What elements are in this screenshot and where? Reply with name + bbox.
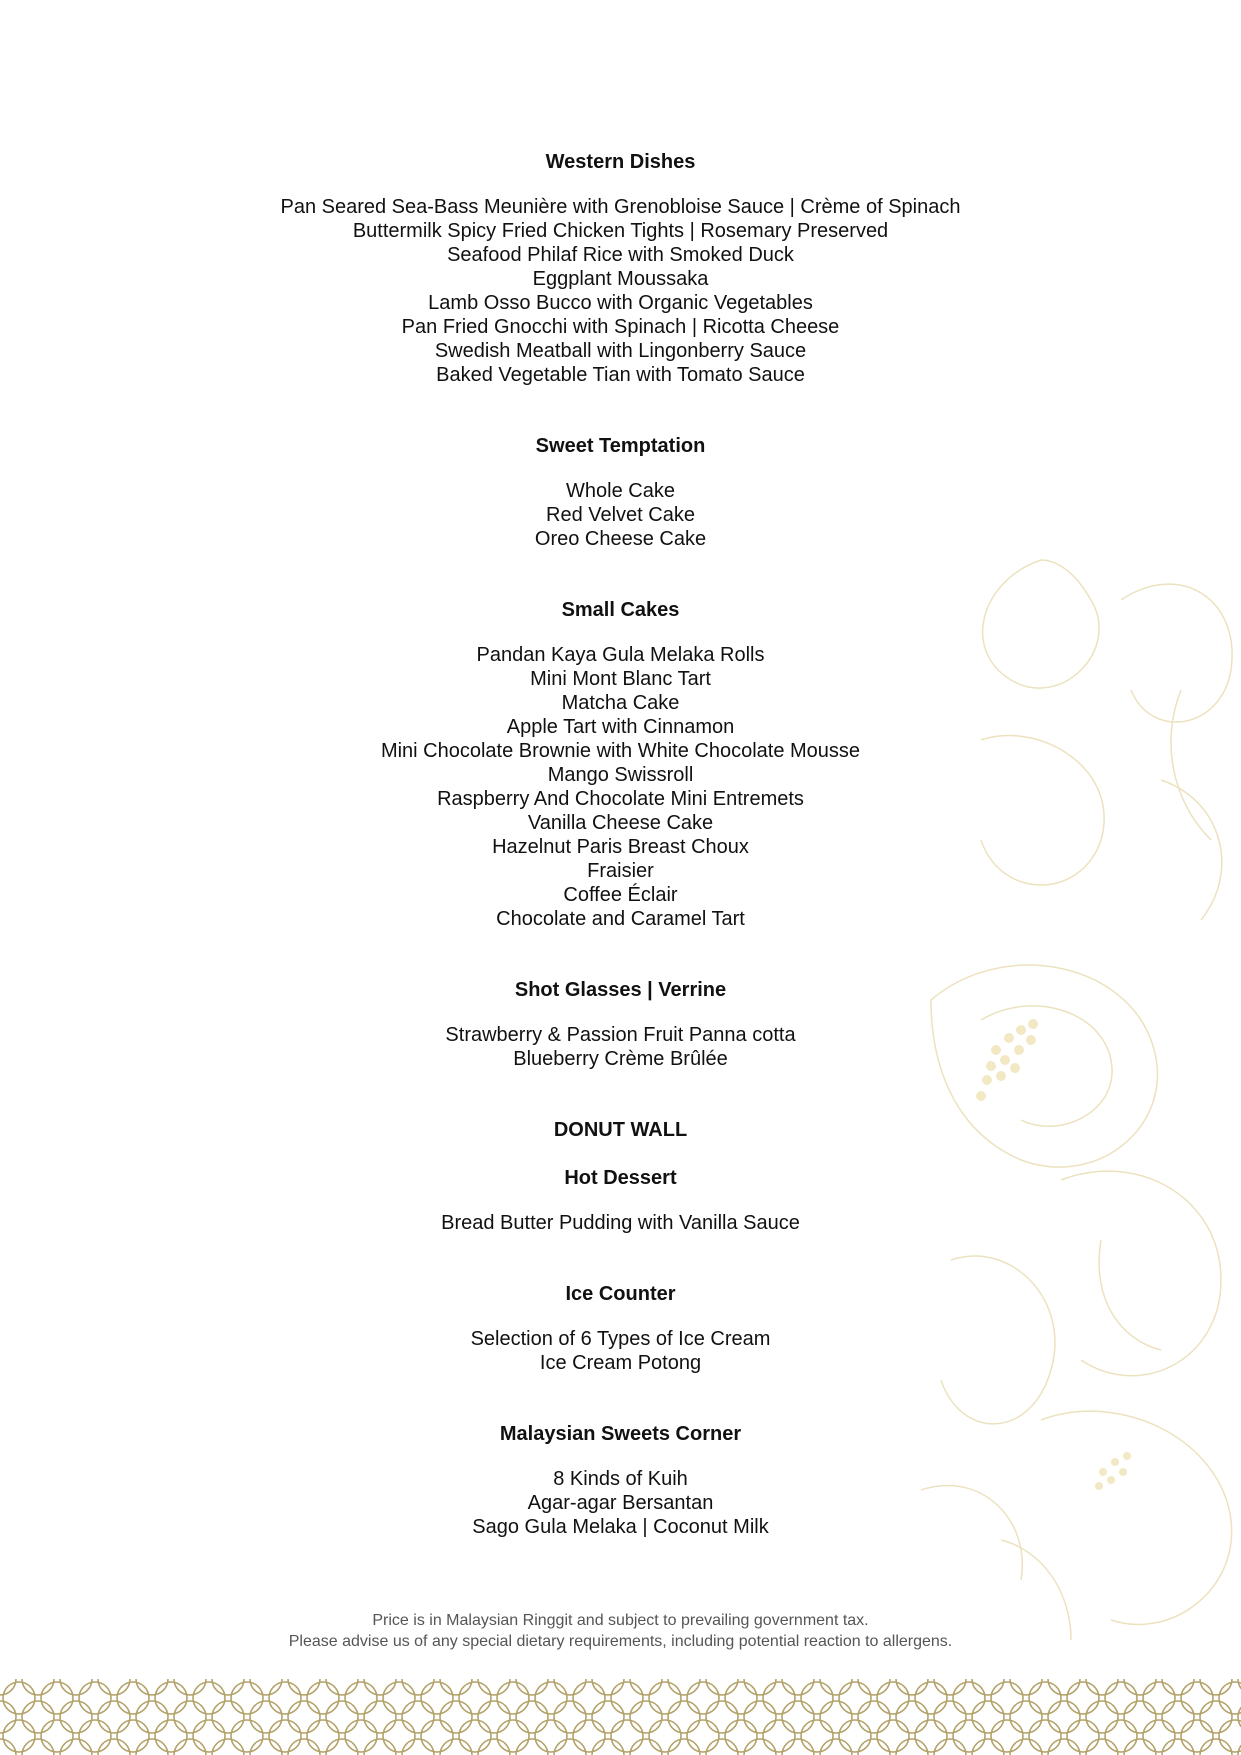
menu-item: Baked Vegetable Tian with Tomato Sauce — [436, 364, 805, 386]
section-heading: Western Dishes — [545, 151, 696, 173]
menu-item: Oreo Cheese Cake — [534, 528, 707, 550]
menu-item: Raspberry And Chocolate Mini Entremets — [437, 788, 804, 810]
section-heading: Ice Counter — [565, 1283, 676, 1305]
section-malaysian-sweets-corner — [0, 1419, 1241, 1539]
menu-item: Pan Fried Gnocchi with Spinach | Ricotta Cheese — [401, 316, 840, 338]
section-heading: Sweet Temptation — [535, 435, 706, 457]
section-ice-counter — [0, 1279, 1241, 1375]
menu-item: Mini Chocolate Brownie with White Chocolate Mousse — [380, 740, 861, 762]
lattice-border-pattern — [0, 1679, 1241, 1755]
section-shot-glasses — [0, 975, 1241, 1071]
menu-item: Mini Mont Blanc Tart — [530, 668, 711, 690]
section-western-dishes — [0, 147, 1241, 387]
menu-item: Apple Tart with Cinnamon — [506, 716, 735, 738]
section-sweet-temptation — [0, 431, 1241, 551]
menu-item: Strawberry & Passion Fruit Panna cotta — [445, 1024, 796, 1046]
section-hot-dessert — [0, 1163, 1241, 1235]
menu-item: Mango Swissroll — [547, 764, 694, 786]
menu-item: Swedish Meatball with Lingonberry Sauce — [434, 340, 807, 362]
section-heading: Small Cakes — [561, 599, 680, 621]
section-heading: DONUT WALL — [553, 1119, 688, 1141]
menu-item: Sago Gula Melaka | Coconut Milk — [472, 1516, 769, 1538]
section-heading: Shot Glasses | Verrine — [514, 979, 727, 1001]
menu-item: Eggplant Moussaka — [532, 268, 709, 290]
menu-item: Selection of 6 Types of Ice Cream — [470, 1328, 771, 1350]
menu-item: Agar-agar Bersantan — [527, 1492, 714, 1514]
menu-item: Pan Seared Sea-Bass Meunière with Grenobloise Sauce | Crème of Spinach — [280, 196, 961, 218]
menu-item: Vanilla Cheese Cake — [527, 812, 714, 834]
menu-item: Fraisier — [587, 860, 654, 882]
menu-item: Red Velvet Cake — [546, 504, 695, 526]
menu-item: Ice Cream Potong — [539, 1352, 702, 1374]
menu-item: Buttermilk Spicy Fried Chicken Tights | Rosemary Preserved — [352, 220, 889, 242]
menu-item: Coffee Éclair — [563, 884, 678, 906]
menu-item: Chocolate and Caramel Tart — [496, 908, 745, 930]
menu-item: Seafood Philaf Rice with Smoked Duck — [447, 244, 794, 266]
footer-price-note: Price is in Malaysian Ringgit and subject to prevailing government tax. — [372, 1612, 869, 1629]
footer-allergen-note: Please advise us of any special dietary requirements, including potential reaction to allergens. — [288, 1633, 953, 1650]
menu-item: Whole Cake — [566, 480, 675, 502]
section-heading: Malaysian Sweets Corner — [499, 1423, 742, 1445]
section-small-cakes — [0, 595, 1241, 931]
menu-item: Lamb Osso Bucco with Organic Vegetables — [428, 292, 813, 314]
menu-item: Bread Butter Pudding with Vanilla Sauce — [441, 1212, 800, 1234]
menu-item: Hazelnut Paris Breast Choux — [492, 836, 749, 858]
menu-item: Blueberry Crème Brûlée — [513, 1048, 728, 1070]
menu-item: 8 Kinds of Kuih — [553, 1468, 688, 1490]
menu-content — [0, 147, 1241, 1539]
footer-notes — [0, 1610, 1241, 1652]
menu-item: Pandan Kaya Gula Melaka Rolls — [476, 644, 765, 666]
section-donut-wall — [0, 1115, 1241, 1145]
menu-item: Matcha Cake — [561, 692, 680, 714]
section-heading: Hot Dessert — [564, 1167, 677, 1189]
